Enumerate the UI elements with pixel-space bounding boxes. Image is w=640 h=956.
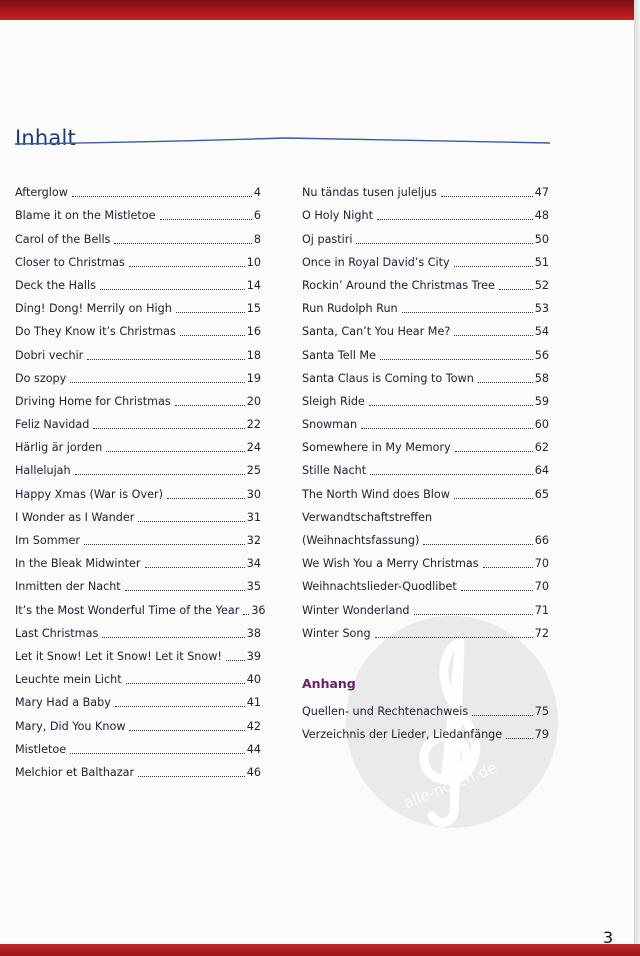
toc-entry-page: 10 [246, 255, 261, 269]
heading-rule [15, 136, 550, 148]
toc-leader-dots [483, 566, 533, 568]
toc-entry [302, 294, 549, 317]
toc-entry-title: Afterglow [15, 186, 68, 200]
toc-entry-title: Santa Claus is Coming to Town [302, 371, 474, 385]
toc-leader-dots [180, 334, 245, 336]
toc-entry-page: 70 [534, 557, 549, 571]
toc-entry-page: 22 [246, 418, 261, 432]
toc-entry [15, 201, 261, 224]
toc-entry-page: 32 [246, 534, 261, 547]
toc-entry-page: 18 [246, 348, 261, 362]
toc-entry [15, 456, 261, 479]
toc-entry-title: Winter Song [302, 626, 371, 640]
toc-entry-title: Inmitten der Nacht [15, 580, 121, 594]
toc-entry-title: Snowman [302, 418, 358, 432]
toc-entry [302, 387, 549, 410]
toc-entry-page: 56 [534, 348, 549, 362]
toc-entry [302, 364, 549, 387]
toc-leader-dots [226, 659, 245, 661]
toc-leader-dots [461, 589, 533, 591]
toc-entry [15, 595, 266, 618]
toc-leader-dots [160, 218, 252, 220]
toc-entry-title: Hallelujah [15, 464, 71, 478]
toc-entry-page: 4 [253, 186, 261, 200]
toc-leader-dots [506, 737, 533, 739]
page-title: Inhalt [15, 126, 76, 151]
toc-entry [302, 720, 549, 743]
toc-entry-page: 40 [246, 673, 261, 687]
toc-leader-dots [126, 682, 245, 684]
toc-leader-dots [454, 265, 533, 267]
toc-entry-page: 14 [246, 278, 261, 292]
toc-entry-page: 62 [534, 441, 549, 455]
toc-entry [15, 526, 261, 549]
toc-leader-dots [377, 218, 533, 220]
toc-entry-title: Oj pastiri [302, 232, 353, 246]
toc-entry [15, 248, 261, 271]
toc-leader-dots [176, 311, 245, 313]
toc-entry [302, 549, 549, 572]
toc-entry-page: 65 [534, 487, 549, 501]
toc-entry-page: 72 [534, 626, 549, 640]
toc-leader-dots [499, 288, 533, 290]
toc-entry [15, 711, 261, 734]
toc-entry-page: 71 [534, 603, 549, 617]
toc-entry-title: O Holy Night [302, 209, 373, 223]
toc-leader-dots [114, 242, 251, 244]
toc-leader-dots [145, 566, 245, 568]
toc-entry-title: Last Christmas [15, 626, 99, 640]
toc-entry-page: 79 [534, 728, 549, 742]
toc-entry-page: 36 [251, 603, 266, 617]
toc-leader-dots [93, 427, 244, 429]
toc-entry-title: Härlig är jorden [15, 441, 103, 455]
toc-entry-page: 48 [534, 209, 549, 223]
toc-entry-title: Do szopy [15, 371, 67, 385]
toc-leader-dots [84, 543, 245, 545]
toc-entry [302, 619, 549, 642]
toc-entry-title: Rockin’ Around the Christmas Tree [302, 278, 495, 292]
toc-entry-title: (Weihnachtsfassung) [302, 534, 420, 547]
toc-leader-dots [370, 473, 533, 475]
toc-leader-dots [175, 404, 245, 406]
toc-entry [302, 248, 549, 271]
toc-leader-dots [454, 334, 532, 336]
toc-entry-title: Sleigh Ride [302, 394, 365, 408]
toc-entry [15, 364, 261, 387]
toc-entry-title: Do They Know it’s Christmas [15, 325, 176, 339]
toc-entry [15, 410, 261, 433]
toc-entry-title: Weihnachtslieder-Quodlibet [302, 580, 457, 594]
toc-leader-dots [72, 195, 252, 197]
toc-leader-dots [369, 404, 533, 406]
toc-leader-dots [125, 589, 245, 591]
toc-entry-page: 25 [246, 464, 261, 478]
toc-leader-dots [356, 242, 532, 244]
toc-entry-page: 52 [534, 278, 549, 292]
toc-entry-title: Somewhere in My Memory [302, 441, 451, 455]
toc-leader-dots [380, 358, 533, 360]
toc-entry [302, 410, 549, 433]
toc-entry-page: 6 [253, 209, 261, 223]
toc-entry-title: Leuchte mein Licht [15, 673, 122, 687]
toc-leader-dots [455, 450, 533, 452]
toc-entry-title: We Wish You a Merry Christmas [302, 557, 479, 571]
toc-entry [15, 317, 261, 340]
toc-leader-dots [87, 358, 244, 360]
toc-entry-title: Winter Wonderland [302, 603, 410, 617]
toc-entry-title: Run Rudolph Run [302, 302, 398, 316]
toc-leader-dots [375, 636, 533, 638]
toc-entry-page: 24 [246, 441, 261, 455]
toc-entry [302, 503, 549, 526]
toc-entry-title: Once in Royal David’s City [302, 255, 450, 269]
toc-entry [15, 665, 261, 688]
toc-entry-title: Mary Had a Baby [15, 696, 111, 710]
toc-leader-dots [402, 311, 533, 313]
toc-entry-title: Ding! Dong! Merrily on High [15, 302, 172, 316]
toc-entry-page: 51 [534, 255, 549, 269]
anhang-list [302, 697, 549, 743]
toc-entry [15, 619, 261, 642]
toc-leader-dots [115, 705, 245, 707]
toc-leader-dots [167, 497, 245, 499]
toc-entry-title: Santa Tell Me [302, 348, 376, 362]
toc-entry-page: 8 [253, 232, 261, 246]
toc-leader-dots [100, 288, 245, 290]
toc-entry-page: 58 [534, 371, 549, 385]
toc-entry-page: 59 [534, 394, 549, 408]
toc-leader-dots [423, 543, 532, 545]
toc-entry-title: Closer to Christmas [15, 255, 125, 269]
toc-entry-title: Dobri vechir [15, 348, 84, 362]
toc-entry-title: Let it Snow! Let it Snow! Let it Snow! [15, 649, 222, 663]
toc-leader-dots [478, 381, 533, 383]
toc-entry-page: 30 [246, 487, 261, 501]
toc-leader-dots [129, 265, 245, 267]
bottom-red-border [0, 944, 640, 956]
toc-entry-page: 66 [534, 534, 549, 547]
toc-entry-page: 47 [534, 186, 549, 200]
toc-entry [302, 572, 549, 595]
toc-entry-page: 20 [246, 394, 261, 408]
toc-entry-page: 54 [534, 325, 549, 339]
toc-entry-title: Deck the Halls [15, 278, 96, 292]
toc-leader-dots [106, 450, 245, 452]
toc-entry [302, 224, 549, 247]
toc-entry-title: I Wonder as I Wander [15, 510, 135, 524]
toc-entry-title: Santa, Can’t You Hear Me? [302, 325, 451, 339]
toc-entry [15, 549, 261, 572]
toc-entry-title: Feliz Navidad [15, 418, 90, 432]
toc-entry [302, 433, 549, 456]
toc-entry-title: The North Wind does Blow [302, 487, 450, 501]
toc-leader-dots [472, 714, 533, 716]
toc-entry-title: Stille Nacht [302, 464, 367, 478]
toc-entry-title: Verzeichnis der Lieder, Liedanfänge [302, 728, 503, 742]
toc-entry-title: Happy Xmas (War is Over) [15, 487, 163, 501]
toc-entry-page: 53 [534, 302, 549, 316]
toc-entry [302, 271, 549, 294]
toc-entry-page: 34 [246, 557, 261, 571]
toc-entry-page: 75 [534, 705, 549, 719]
toc-entry [15, 433, 261, 456]
toc-entry-page: 64 [534, 464, 549, 478]
watermark-text: alle-noten.de [400, 758, 500, 813]
right-edge [634, 0, 640, 956]
toc-leader-dots [243, 613, 249, 615]
toc-leader-dots [75, 473, 245, 475]
toc-entry [15, 735, 261, 758]
toc-entry-page: 31 [246, 510, 261, 524]
toc-entry [15, 688, 261, 711]
toc-entry-page: 60 [534, 418, 549, 432]
toc-entry [15, 572, 261, 595]
toc-left-column [15, 178, 266, 781]
toc-entry-page: 42 [246, 719, 261, 733]
toc-entry [302, 479, 549, 502]
toc-entry-title: Carol of the Bells [15, 232, 111, 246]
toc-entry-page: 19 [246, 371, 261, 385]
toc-entry [15, 224, 261, 247]
toc-entry-page: 39 [246, 649, 261, 663]
toc-entry-title: Im Sommer [15, 534, 80, 547]
toc-entry [302, 526, 549, 549]
page-number: 3 [603, 928, 614, 947]
toc-entry [15, 178, 261, 201]
toc-entry [302, 317, 549, 340]
toc-entry [302, 697, 549, 720]
toc-leader-dots [454, 497, 533, 499]
toc-leader-dots [129, 729, 244, 731]
toc-entry [302, 178, 549, 201]
toc-leader-dots [70, 752, 245, 754]
toc-entry-title: In the Bleak Midwinter [15, 557, 141, 571]
toc-entry [15, 294, 261, 317]
toc-entry-page: 15 [246, 302, 261, 316]
toc-entry [302, 595, 549, 618]
toc-leader-dots [138, 520, 244, 522]
toc-leader-dots [441, 195, 533, 197]
toc-leader-dots [414, 613, 533, 615]
toc-leader-dots [361, 427, 533, 429]
toc-entry [15, 642, 261, 665]
toc-entry [15, 387, 261, 410]
toc-entry [15, 340, 261, 363]
toc-entry-page: 44 [246, 742, 261, 756]
toc-entry-title: Mary, Did You Know [15, 719, 126, 733]
toc-leader-dots [138, 775, 245, 777]
toc-entry-title: Verwandtschaftstreffen [302, 510, 433, 524]
toc-entry-title: It’s the Most Wonderful Time of the Year [15, 603, 240, 617]
top-red-border [0, 0, 640, 22]
toc-leader-dots [70, 381, 244, 383]
toc-entry-page: 50 [534, 232, 549, 246]
toc-entry [15, 479, 261, 502]
toc-entry-title: Mistletoe [15, 742, 67, 756]
toc-entry-title: Nu tändas tusen juleljus [302, 186, 437, 200]
toc-entry-title: Driving Home for Christmas [15, 394, 171, 408]
toc-entry-page: 16 [246, 325, 261, 339]
toc-entry-page: 41 [246, 696, 261, 710]
toc-entry [302, 340, 549, 363]
toc-entry-title: Melchior et Balthazar [15, 765, 135, 779]
toc-entry-title: Quellen- und Rechtenachweis [302, 705, 469, 719]
toc-entry-title: Blame it on the Mistletoe [15, 209, 156, 223]
toc-entry-page: 38 [246, 626, 261, 640]
toc-entry [15, 271, 261, 294]
toc-entry-page: 70 [534, 580, 549, 594]
toc-leader-dots [102, 636, 244, 638]
toc-entry [302, 201, 549, 224]
toc-entry-page: 35 [246, 580, 261, 594]
anhang-heading: Anhang [302, 676, 356, 691]
toc-entry [15, 503, 261, 526]
toc-entry [15, 758, 261, 781]
toc-entry [302, 456, 549, 479]
toc-entry-page: 46 [246, 765, 261, 779]
toc-right-column [302, 178, 549, 642]
